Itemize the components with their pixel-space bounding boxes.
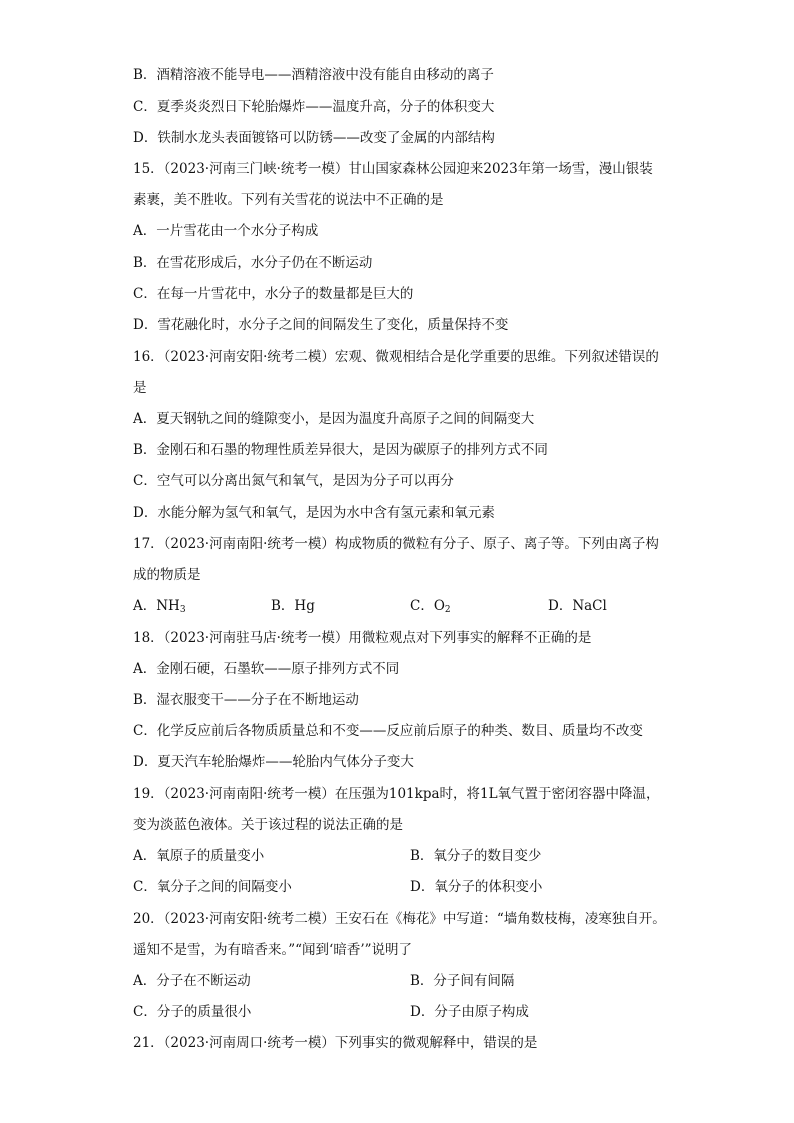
q19-option-d: D．氧分子的体积变小	[410, 879, 543, 895]
q20-stem-line2: 遥知不是雪，为有暗香来。”“闻到‘暗香’”说明了	[133, 942, 413, 958]
q15-option-d: D．雪花融化时，水分子之间的间隔发生了变化，质量保持不变	[133, 317, 509, 333]
q17-option-a-text: A．NH	[133, 598, 180, 614]
q15-stem-line1: 15．（2023·河南三门峡·统考一模）甘山国家森林公园迎来2023年第一场雪，漫山银装	[133, 161, 653, 177]
q19-option-a: A．氧原子的质量变小	[133, 848, 265, 864]
q18-option-d: D．夏天汽车轮胎爆炸——轮胎内气体分子变大	[133, 754, 414, 770]
q20-option-b: B．分子间有间隔	[410, 973, 515, 989]
q18-option-b: B．湿衣服变干——分子在不断地运动	[133, 692, 359, 708]
q20-option-a: A．分子在不断运动	[133, 973, 251, 989]
q20-option-c: C．分子的质量很小	[133, 1004, 252, 1020]
q20-option-d: D．分子由原子构成	[410, 1004, 529, 1020]
q17-option-c-text: C．O	[410, 598, 445, 614]
q15-option-a: A．一片雪花由一个水分子构成	[133, 223, 319, 239]
q16-option-a: A．夏天钢轨之间的缝隙变小，是因为温度升高原子之间的间隔变大	[133, 411, 535, 427]
q14-option-b: B．酒精溶液不能导电——酒精溶液中没有能自由移动的离子	[133, 67, 494, 83]
q18-option-c: C．化学反应前后各物质质量总和不变——反应前后原子的种类、数目、质量均不改变	[133, 723, 643, 739]
q16-option-b: B．金刚石和石墨的物理性质差异很大，是因为碳原子的排列方式不同	[133, 442, 548, 458]
q17-option-b: B．Hg	[271, 598, 315, 614]
q15-stem-line2: 素裹，美不胜收。下列有关雪花的说法中不正确的是	[133, 192, 444, 208]
q16-stem-line1: 16．（2023·河南安阳·统考二模）宏观、微观相结合是化学重要的思维。下列叙述错误的	[133, 349, 659, 365]
q20-stem-line1: 20．（2023·河南安阳·统考二模）王安石在《梅花》中写道：“墙角数枝梅，凌寒独自开。	[133, 911, 666, 927]
q17-option-c	[410, 596, 451, 616]
q17-option-c-subscript: 2	[444, 605, 451, 615]
q17-option-a-subscript: 3	[179, 605, 186, 615]
q15-option-c: C．在每一片雪花中，水分子的数量都是巨大的	[133, 286, 414, 302]
q18-stem: 18．（2023·河南驻马店·统考一模）用微粒观点对下列事实的解释不正确的是	[133, 630, 592, 646]
q17-stem-line1: 17．（2023·河南南阳·统考一模）构成物质的微粒有分子、原子、离子等。下列由离子构	[133, 536, 659, 552]
q17-stem-line2: 成的物质是	[133, 567, 201, 583]
q18-option-a: A．金刚石硬，石墨软——原子排列方式不同	[133, 661, 400, 677]
q16-stem-line2: 是	[133, 380, 147, 396]
q19-option-c: C．氧分子之间的间隔变小	[133, 879, 292, 895]
q19-option-b: B．氧分子的数目变少	[410, 848, 542, 864]
q21-stem: 21．（2023·河南周口·统考一模）下列事实的微观解释中，错误的是	[133, 1035, 538, 1051]
q16-option-c: C．空气可以分离出氮气和氧气，是因为分子可以再分	[133, 473, 454, 489]
q14-option-d: D．铁制水龙头表面镀铬可以防锈——改变了金属的内部结构	[133, 130, 495, 146]
q14-option-c: C．夏季炎炎烈日下轮胎爆炸——温度升高，分子的体积变大	[133, 99, 495, 115]
q17-option-a	[133, 596, 186, 616]
q17-option-d: D．NaCl	[548, 598, 607, 614]
q19-stem-line1: 19．（2023·河南南阳·统考一模）在压强为101kpa时，将1L氧气置于密闭容器中降温，	[133, 786, 660, 802]
q16-option-d: D．水能分解为氢气和氧气，是因为水中含有氢元素和氧元素	[133, 505, 495, 521]
q19-stem-line2: 变为淡蓝色液体。关于该过程的说法正确的是	[133, 817, 403, 833]
q15-option-b: B．在雪花形成后，水分子仍在不断运动	[133, 255, 373, 271]
